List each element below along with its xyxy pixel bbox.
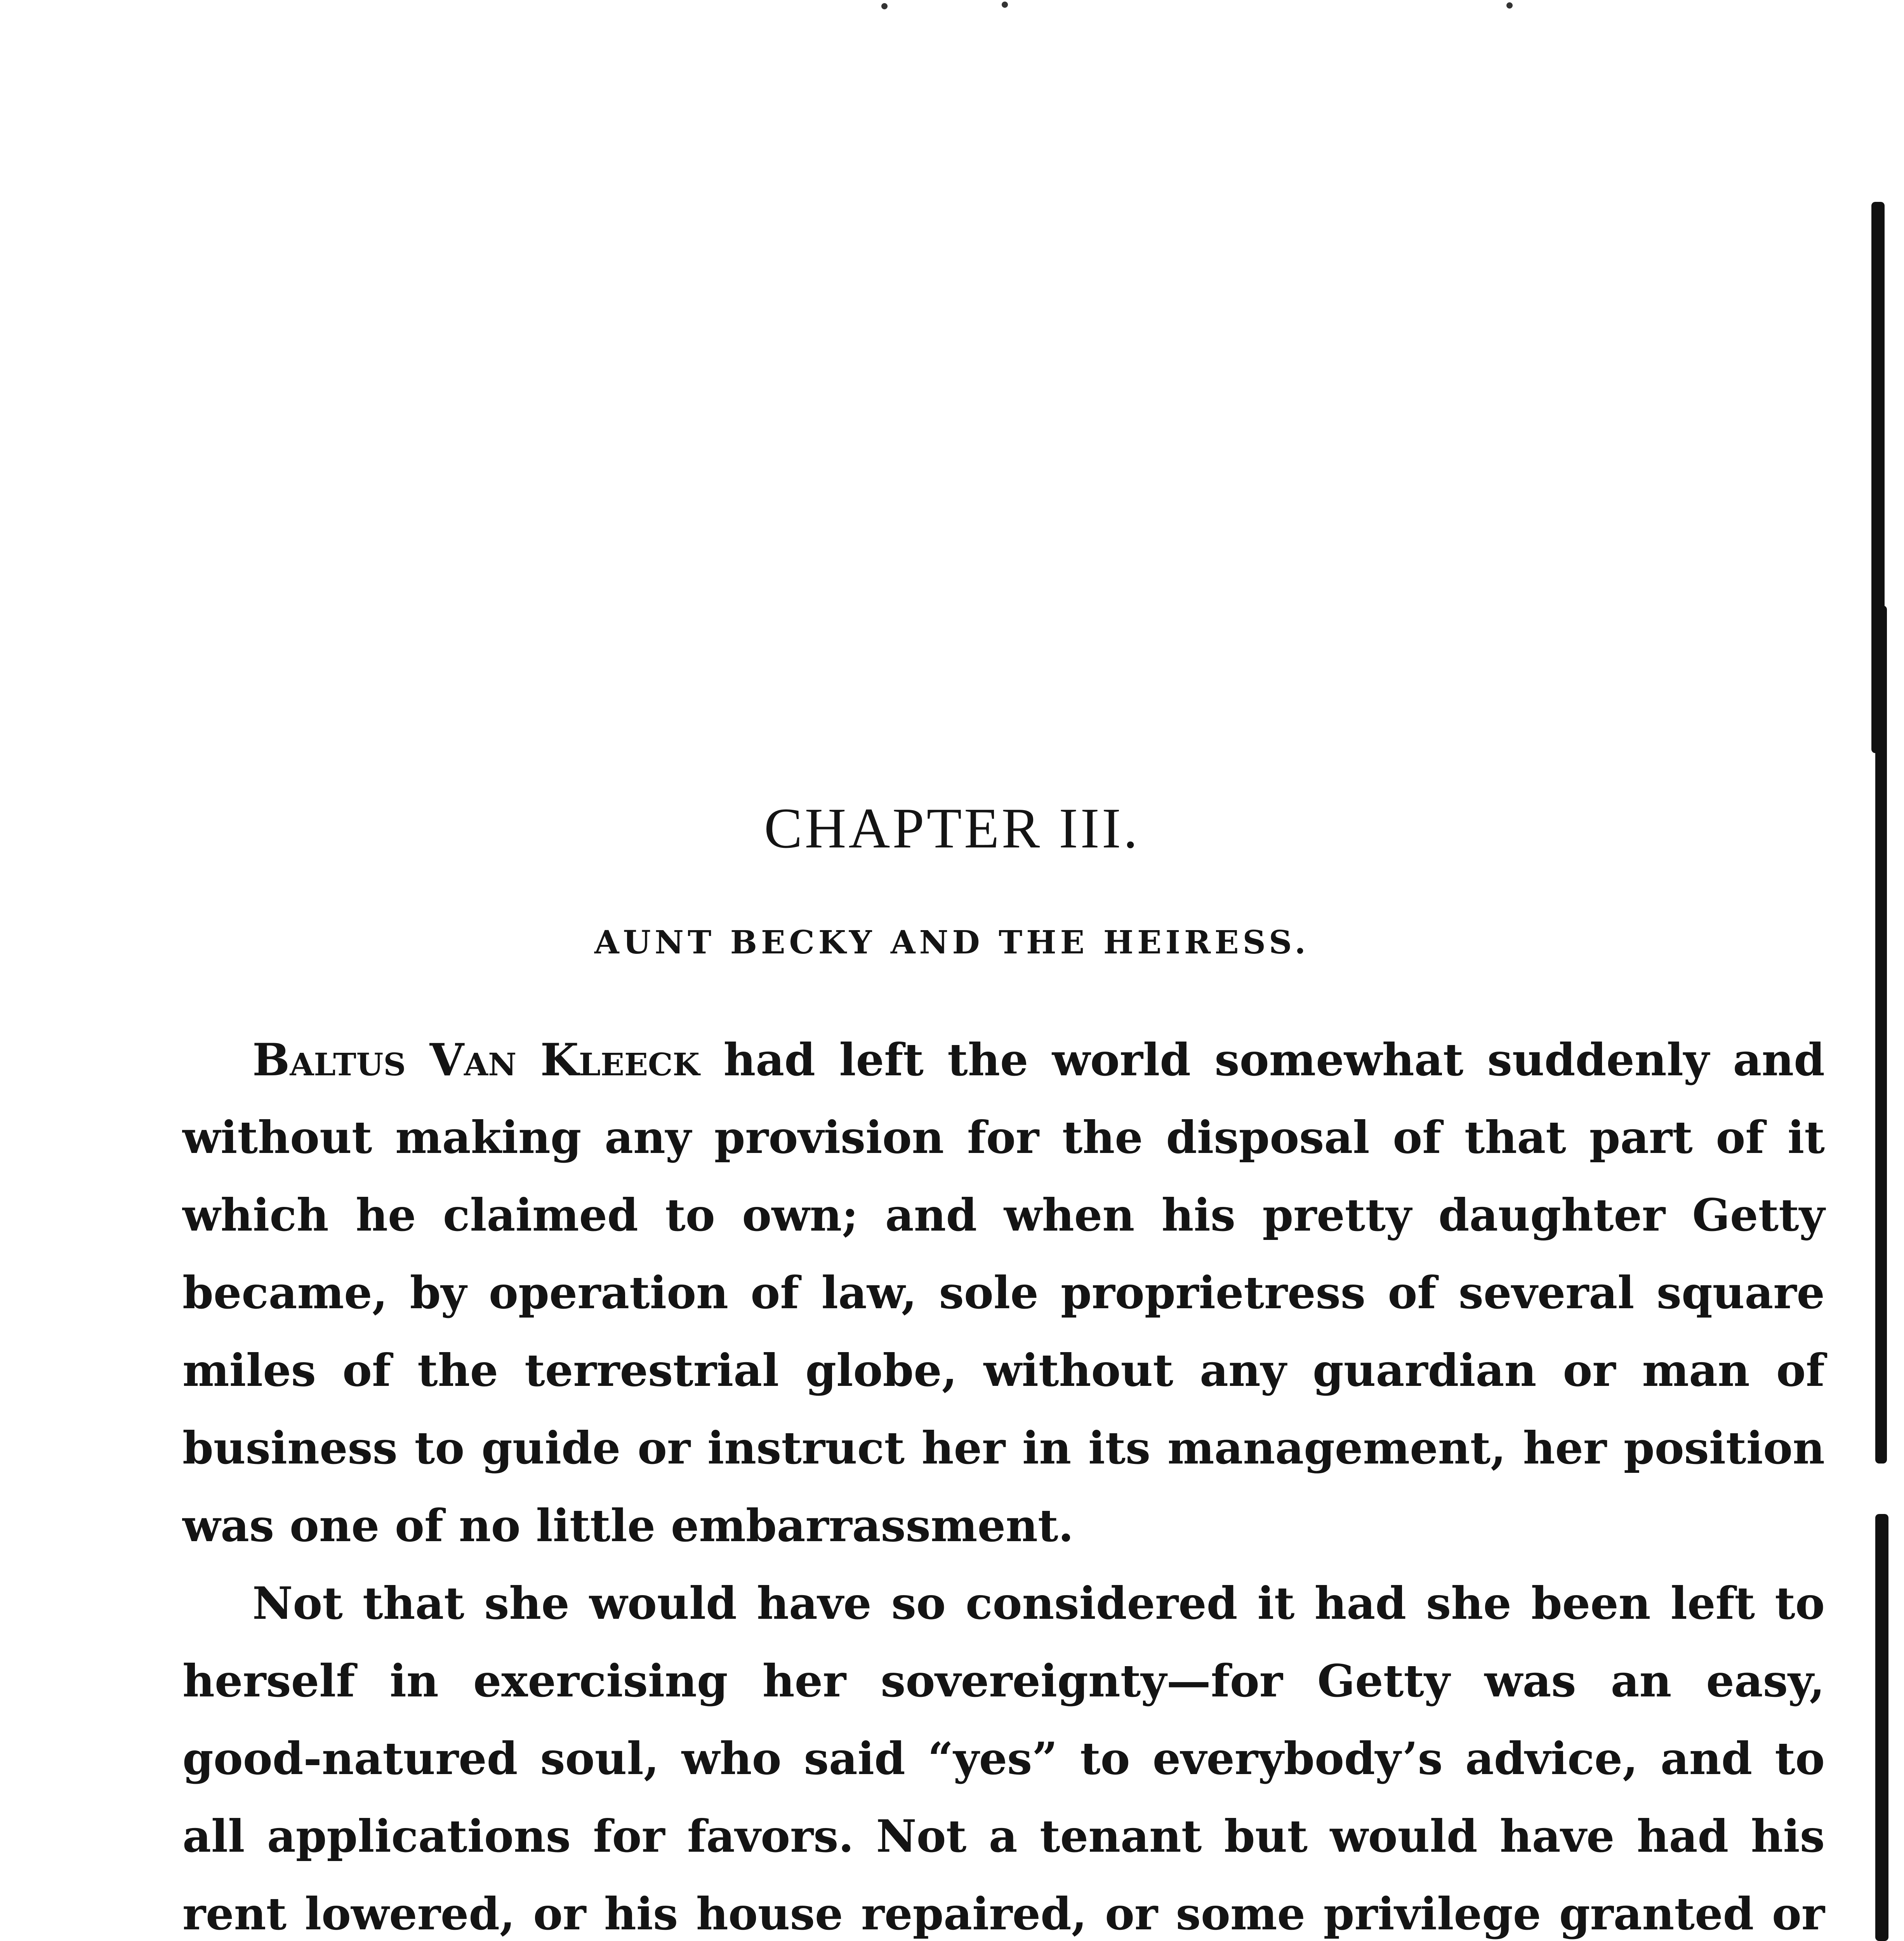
chapter-title: CHAPTER III. <box>764 797 1140 861</box>
paragraph <box>182 1564 1825 1941</box>
chapter-subtitle: AUNT BECKY AND THE HEIRESS. <box>594 924 1310 961</box>
ink-speck <box>881 3 888 9</box>
paragraph <box>182 1021 1825 1564</box>
paragraph-lead-name: Baltus Van Kleeck <box>252 1034 700 1086</box>
paragraph-text: Not that she would have so considered it had she been left to herself in exercising her sovereignty—for Getty was an easy, good-natured soul, who said “yes” to everybody’s advice, and to all applications for favors. Not a tenant but would have had his rent lowered, or his house repaired, or some privilege granted or <box>182 1577 1825 1940</box>
body-text <box>182 1021 1825 1941</box>
binding-edge-mark <box>1875 606 1887 1464</box>
ink-speck <box>1506 2 1513 9</box>
paragraph-text: had left the world somewhat suddenly and without making any provision for the disposal of that part of it which he claimed to own; and when his pretty daughter Getty became, by operation of law, sole proprietress of several square miles of the terrestrial globe, without any guardian or man of business to guide or instruct her in its management, her position was one of no little embarrassment. <box>182 1034 1825 1552</box>
ink-speck <box>1002 2 1008 8</box>
binding-edge-mark <box>1875 1514 1888 1941</box>
